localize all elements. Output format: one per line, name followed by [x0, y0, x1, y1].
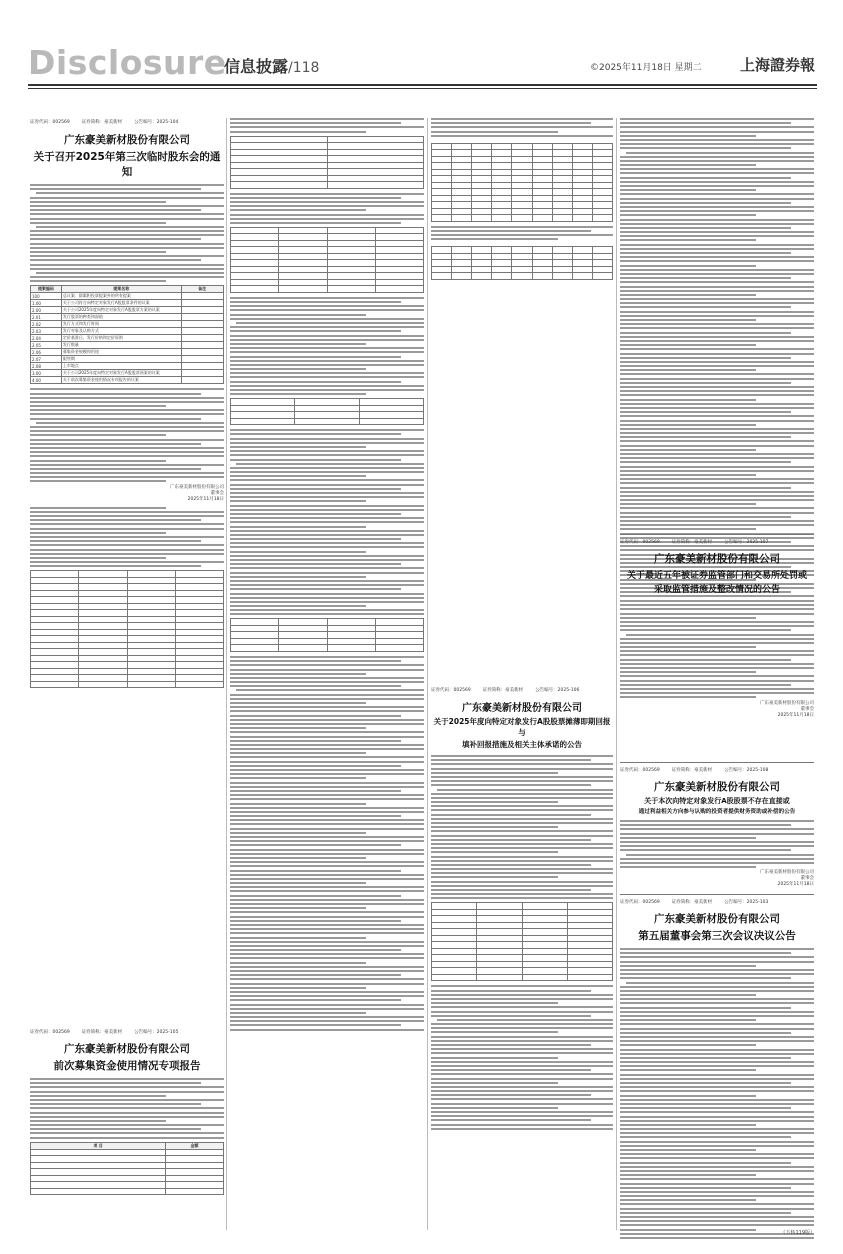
table-cell [231, 418, 295, 425]
proposal-note [181, 314, 223, 321]
proposal-note [181, 377, 223, 384]
col2-body-5 [230, 656, 424, 1031]
accounts-table [230, 227, 424, 293]
table-cell [432, 215, 452, 222]
guarantee-body [620, 820, 814, 868]
proposal-note [181, 307, 223, 314]
table-cell [492, 215, 512, 222]
company-name: 广东豪美新材股份有限公司 [654, 553, 780, 565]
col4-body-1 [620, 118, 814, 610]
report-body [30, 1078, 224, 1139]
table-cell [79, 681, 127, 688]
balance-table [230, 398, 424, 425]
meeting-sign [30, 485, 224, 503]
proposal-code: 2.04 [31, 335, 62, 342]
stock-abbr: 证券简称：豪美新材 [671, 540, 713, 545]
sign-board: 董事会 [210, 490, 224, 496]
table-row [31, 342, 224, 349]
table-row [432, 273, 613, 280]
meeting-notice [30, 120, 224, 688]
col2-body-1 [230, 118, 424, 133]
table-cell [532, 215, 552, 222]
table-cell [552, 273, 572, 280]
table-row [432, 215, 613, 222]
proposal-name: 关于前次募集资金使用情况专项报告的议案 [61, 377, 181, 384]
meeting-body [30, 184, 224, 282]
return-codes [431, 688, 613, 694]
col-item: 项 目 [31, 1142, 166, 1149]
masthead-rule [28, 84, 817, 86]
table-cell [166, 1188, 224, 1195]
newspaper-name: 上海證券報 [740, 56, 816, 74]
stock-code: 证券代码：002569 [620, 540, 660, 545]
column-4 [620, 118, 814, 612]
sign-board: 董事会 [800, 876, 814, 882]
proposal-code: 2.02 [31, 321, 62, 328]
proposal-name: 关于公司2025年度向特定对象发行A股股票预案的议案 [61, 370, 181, 377]
sign-company: 广东豪美新材股份有限公司 [760, 870, 814, 876]
table-cell [31, 1188, 166, 1195]
table-row [31, 349, 224, 356]
table-row [31, 293, 224, 300]
table-row [31, 328, 224, 335]
table-cell [492, 273, 512, 280]
col2-body-3 [230, 297, 424, 395]
proposal-code: 3.00 [31, 370, 62, 377]
company-name: 广东豪美新材股份有限公司 [654, 781, 780, 793]
proposal-note [181, 335, 223, 342]
table-cell [432, 974, 477, 981]
table-cell [231, 286, 279, 293]
sign-date: 2025年11月18日 [777, 712, 814, 718]
proposal-code: 4.00 [31, 377, 62, 384]
notice-title-line-1: 关于本次向特定对象发行A股股票不存在直接或 [644, 797, 790, 805]
notice-title: 前次募集资金使用情况专项报告 [53, 1060, 201, 1072]
proposal-note [181, 293, 223, 300]
col-code: 提案编码 [31, 286, 62, 293]
table-cell [375, 286, 423, 293]
company-name: 广东豪美新材股份有限公司 [64, 134, 190, 146]
proxy-table [30, 570, 224, 688]
table-row [31, 335, 224, 342]
supervision-sign [620, 701, 814, 719]
masthead-rule-thin [28, 88, 817, 89]
table-cell [375, 645, 423, 652]
table-row [31, 356, 224, 363]
meeting-codes [30, 120, 224, 126]
proposal-note [181, 349, 223, 356]
proposal-note [181, 356, 223, 363]
stock-abbr: 证券简称：豪美新材 [81, 1030, 123, 1035]
column-3-top [431, 118, 613, 280]
proposal-code: 2.01 [31, 314, 62, 321]
return-body [431, 755, 613, 899]
table-cell [572, 215, 592, 222]
proposal-name: 发行股票的种类和面值 [61, 314, 181, 321]
eps-table [431, 902, 613, 981]
stock-abbr: 证券简称：豪美新材 [482, 688, 524, 693]
notice-title-line-1: 关于最近五年被证券监管部门和交易所处罚或 [626, 571, 807, 581]
meeting-body-2 [30, 388, 224, 482]
proposal-name: 募集资金规模和用途 [61, 349, 181, 356]
notice-number: 公告编号：2025-108 [724, 768, 769, 773]
table-cell [512, 273, 532, 280]
table-row [31, 377, 224, 384]
notice-title-line-2: 采取监管措施及整改情况的公告 [653, 585, 780, 595]
stock-code: 证券代码：002569 [620, 768, 660, 773]
col3-body-2 [431, 226, 613, 241]
table-cell [452, 215, 472, 222]
table-cell [295, 418, 359, 425]
table-cell [175, 681, 223, 688]
proposal-code: 2.08 [31, 363, 62, 370]
table-cell [452, 273, 472, 280]
table-row [31, 321, 224, 328]
proposal-note [181, 363, 223, 370]
table-row [31, 370, 224, 377]
col-amount: 金额 [166, 1142, 224, 1149]
notice-title: 第五届董事会第三次会议决议公告 [638, 930, 796, 942]
proposal-table [30, 285, 224, 384]
table-cell [231, 645, 279, 652]
table-cell [31, 681, 79, 688]
proposal-code: 2.07 [31, 356, 62, 363]
proposal-name: 总议案：除累积投票提案外的所有提案 [61, 293, 181, 300]
proposal-name: 发行方式和发行时间 [61, 321, 181, 328]
column-divider [616, 118, 617, 1230]
brand-logo: Disclosure [28, 43, 227, 82]
notice-number: 公告编号：2025-106 [535, 688, 580, 693]
table-cell [522, 974, 567, 981]
board-codes [620, 900, 814, 906]
proposal-name: 发行数量 [61, 342, 181, 349]
table-cell [327, 286, 375, 293]
sign-date: 2025年11月18日 [187, 496, 224, 502]
proposal-name: 定价基准日、发行价格和定价原则 [61, 335, 181, 342]
table-cell [127, 681, 175, 688]
company-name: 广东豪美新材股份有限公司 [462, 703, 582, 714]
investment-table [230, 618, 424, 652]
notice-title-line-2: 通过利益相关方向参与认购的投资者提供财务资助或补偿的公告 [638, 809, 796, 815]
sign-date: 2025年11月18日 [777, 882, 814, 888]
proposal-note [181, 342, 223, 349]
stock-abbr: 证券简称：豪美新材 [671, 768, 713, 773]
table-cell [572, 273, 592, 280]
table-cell [231, 182, 328, 189]
col2-body-4 [230, 429, 424, 615]
table-row [31, 1188, 224, 1195]
board-notice [620, 900, 814, 1241]
sign-board: 董事会 [800, 706, 814, 712]
proposal-note [181, 328, 223, 335]
column-divider [226, 118, 227, 1230]
col-note: 备注 [181, 286, 223, 293]
table-row [231, 182, 424, 189]
stock-code: 证券代码：002569 [30, 120, 70, 125]
proposal-name: 发行对象及认购方式 [61, 328, 181, 335]
proposal-note [181, 300, 223, 307]
table-row [231, 286, 424, 293]
col3-body-1 [431, 118, 613, 137]
guarantee-notice [620, 768, 814, 888]
guarantee-codes [620, 768, 814, 774]
meeting-attachments [30, 507, 224, 568]
table-cell [512, 215, 532, 222]
table-row [31, 363, 224, 370]
table-cell [532, 273, 552, 280]
section-rule [620, 762, 814, 763]
board-body [620, 948, 814, 1239]
proposal-code: 1.00 [31, 300, 62, 307]
stock-code: 证券代码：002569 [30, 1030, 70, 1035]
table-cell [552, 215, 572, 222]
table-cell [592, 215, 612, 222]
proposal-name: 限售期 [61, 356, 181, 363]
report-table [30, 1142, 224, 1196]
table-cell [592, 273, 612, 280]
company-name: 广东豪美新材股份有限公司 [654, 913, 780, 925]
section-rule [620, 534, 814, 535]
notice-title-line-1: 关于2025年度向特定对象发行A股股票摊薄即期回报与 [433, 717, 611, 737]
benefit-table [431, 143, 613, 222]
notice-number: 公告编号：2025-103 [724, 900, 769, 905]
return-body-2 [431, 985, 613, 1129]
proposal-name: 上市地点 [61, 363, 181, 370]
column-2 [230, 118, 424, 1033]
notice-number: 公告编号：2025-107 [724, 540, 769, 545]
proposal-note [181, 321, 223, 328]
funds-table [230, 136, 424, 189]
supervision-notice [620, 540, 814, 719]
section-title [224, 54, 319, 77]
stock-abbr: 证券简称：豪美新材 [81, 120, 123, 125]
table-cell [567, 974, 612, 981]
notice-number: 公告编号：2025-105 [134, 1030, 179, 1035]
sign-company: 广东豪美新材股份有限公司 [760, 700, 814, 706]
table-cell [432, 273, 452, 280]
table-row [432, 974, 613, 981]
issue-date: ©2025年11月18日 星期二 [590, 63, 702, 73]
guarantee-sign [620, 870, 814, 888]
table-cell [472, 215, 492, 222]
col-name: 提案名称 [61, 286, 181, 293]
table-row [31, 314, 224, 321]
stock-code: 证券代码：002569 [431, 688, 471, 693]
continued-note: （下转119版） [780, 1230, 815, 1236]
stock-abbr: 证券简称：豪美新材 [671, 900, 713, 905]
table-cell [279, 645, 327, 652]
stock-code: 证券代码：002569 [620, 900, 660, 905]
supervision-codes [620, 540, 814, 546]
section-rule [620, 894, 814, 895]
return-notice [431, 688, 613, 1132]
table-cell [359, 418, 423, 425]
section-label: 信息披露 [224, 57, 289, 76]
sign-company: 广东豪美新材股份有限公司 [170, 484, 224, 490]
special-report [30, 1030, 224, 1195]
notice-title: 关于召开2025年第三次临时股东会的通知 [33, 151, 221, 178]
supervision-body [620, 600, 814, 698]
table-row [31, 300, 224, 307]
benefit-table-2 [431, 246, 613, 280]
table-cell [327, 182, 424, 189]
notice-title-line-2: 填补回报措施及相关主体承诺的公告 [462, 740, 582, 749]
table-row [31, 307, 224, 314]
table-cell [327, 645, 375, 652]
proposal-code: 2.00 [31, 307, 62, 314]
masthead [28, 43, 817, 82]
page-number: /118 [288, 60, 320, 76]
table-cell [477, 974, 522, 981]
table-row [31, 681, 224, 688]
proposal-code: 2.05 [31, 342, 62, 349]
table-row [231, 645, 424, 652]
report-codes [30, 1030, 224, 1036]
col2-body-2 [230, 193, 424, 224]
company-name: 广东豪美新材股份有限公司 [64, 1043, 190, 1055]
proposal-name: 关于公司符合向特定对象发行A股股票条件的议案 [61, 300, 181, 307]
proposal-code: 100 [31, 293, 62, 300]
column-divider [427, 118, 428, 1230]
table-row [231, 418, 424, 425]
proposal-code: 2.06 [31, 349, 62, 356]
proposal-note [181, 370, 223, 377]
table-cell [472, 273, 492, 280]
proposal-code: 2.03 [31, 328, 62, 335]
table-cell [279, 286, 327, 293]
proposal-name: 关于公司2025年度向特定对象发行A股股票方案的议案 [61, 307, 181, 314]
notice-number: 公告编号：2025-104 [134, 120, 179, 125]
